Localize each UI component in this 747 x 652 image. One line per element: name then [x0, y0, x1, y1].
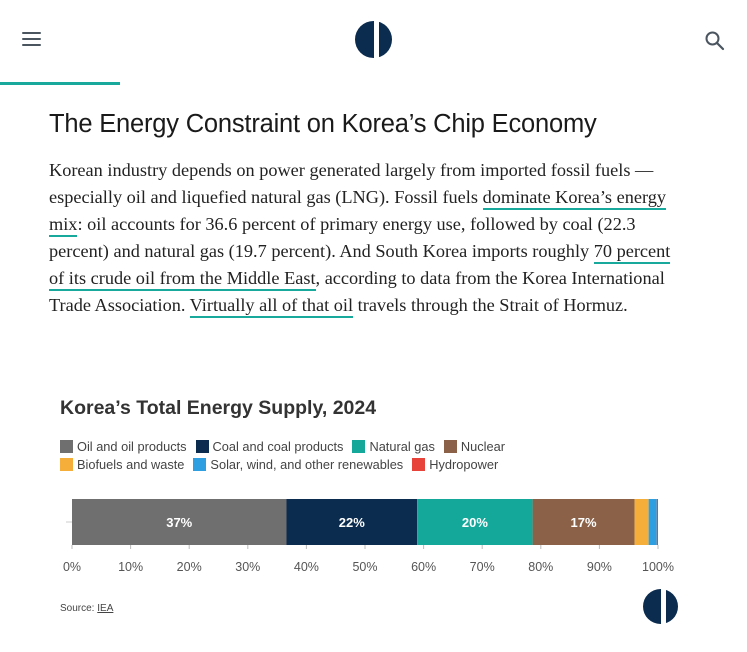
x-tick-label: 10%	[118, 560, 144, 574]
x-tick-label: 60%	[411, 560, 437, 574]
legend-label: Natural gas	[369, 438, 435, 454]
brand-logo-icon[interactable]	[355, 21, 392, 58]
bar-segment[interactable]	[635, 499, 649, 545]
legend-item	[352, 439, 434, 454]
stacked-bar-chart	[0, 490, 747, 580]
link-crude-oil-middle-east[interactable]: 70 percent of its crude oil from the Middle East	[49, 241, 670, 291]
data-label: 37%	[166, 515, 193, 530]
legend-label: Coal and coal products	[212, 438, 344, 454]
legend-label: Biofuels and waste	[77, 456, 185, 472]
legend-label: Solar, wind, and other renewables	[210, 456, 404, 472]
brand-logo-icon	[643, 589, 678, 624]
bar-segment[interactable]	[649, 499, 657, 545]
legend-item	[60, 457, 184, 472]
legend-swatch	[193, 458, 206, 471]
x-tick-label: 50%	[352, 560, 378, 574]
legend-label: Nuclear	[460, 438, 506, 454]
accent-underline	[0, 82, 120, 85]
paragraph-text: , according to data from the Korea International Trade Association.	[49, 268, 665, 315]
x-tick-label: 40%	[293, 560, 319, 574]
legend-item	[193, 457, 403, 472]
data-label: 17%	[570, 515, 597, 530]
search-icon[interactable]	[704, 30, 726, 52]
article-paragraph	[49, 157, 684, 319]
source-label: Source:	[60, 603, 98, 614]
hamburger-menu-icon[interactable]	[22, 31, 41, 47]
legend-swatch	[352, 440, 365, 453]
source-link[interactable]: IEA	[97, 603, 114, 614]
legend-swatch	[444, 440, 457, 453]
x-tick-label: 70%	[469, 560, 495, 574]
legend-item	[196, 439, 344, 454]
legend-row	[60, 455, 580, 473]
x-tick-label: 30%	[235, 560, 261, 574]
data-label: 20%	[461, 515, 488, 530]
legend-item	[60, 439, 187, 454]
legend-swatch	[60, 440, 73, 453]
x-tick-label: 90%	[586, 560, 612, 574]
legend-item	[412, 457, 498, 472]
article-title: The Energy Constraint on Korea’s Chip Economy	[49, 110, 597, 138]
top-navigation-bar	[0, 0, 747, 84]
x-tick-label: 20%	[176, 560, 202, 574]
x-tick-label: 80%	[528, 560, 554, 574]
link-energy-mix[interactable]: dominate Korea’s energy mix	[49, 187, 666, 237]
chart-legend	[60, 437, 580, 473]
legend-swatch	[412, 458, 425, 471]
legend-row	[60, 437, 580, 455]
legend-item	[444, 439, 505, 454]
paragraph-text: : oil accounts for 36.6 percent of primary energy use, followed by coal (22.3 percent) and natural gas (19.7 percent). And South Korea imports roughly	[49, 214, 636, 261]
bar-segment[interactable]	[657, 499, 658, 545]
x-tick-label: 100%	[642, 560, 674, 574]
legend-label: Hydropower	[429, 456, 499, 472]
chart-title: Korea’s Total Energy Supply, 2024	[60, 397, 377, 419]
legend-swatch	[60, 458, 73, 471]
x-tick-label: 0%	[62, 560, 82, 574]
legend-swatch	[196, 440, 209, 453]
link-virtually-all-oil[interactable]: Virtually all of that oil	[190, 295, 353, 318]
data-label: 22%	[338, 515, 365, 530]
paragraph-text: Korean industry depends on power generated largely from imported fossil fuels —especially oil and liquefied natural gas (LNG). Fossil fuels	[49, 160, 654, 207]
paragraph-text: travels through the Strait of Hormuz.	[353, 295, 628, 315]
chart-source	[60, 603, 113, 614]
legend-label: Oil and oil products	[77, 438, 187, 454]
